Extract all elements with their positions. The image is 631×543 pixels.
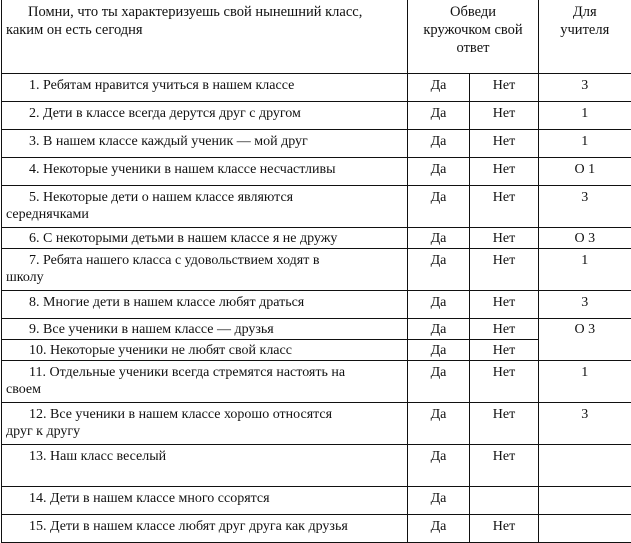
header-question: Помни, что ты характеризуешь свой нынешний класс, каким он есть сегодня — [2, 0, 408, 74]
header-answer-line2: кружочком свой — [423, 22, 523, 38]
question-number: 9. — [29, 322, 40, 337]
answer-yes[interactable]: Да — [408, 102, 470, 130]
table-row — [2, 319, 631, 340]
question-cell — [2, 228, 408, 249]
question-text: Дети в нашем классе много ссорятся — [50, 491, 270, 506]
answer-yes[interactable]: Да — [408, 291, 470, 319]
answer-no[interactable]: Нет — [470, 102, 539, 130]
answer-no[interactable]: Нет — [470, 445, 539, 487]
question-number: 1. — [29, 78, 40, 93]
question-cell — [2, 361, 408, 403]
question-text: Наш класс веселый — [50, 449, 167, 464]
question-text-line1: Ребята нашего класса с удовольствием ходят в — [43, 253, 320, 268]
answer-yes[interactable]: Да — [408, 515, 470, 543]
question-text: Ребятам нравится учиться в нашем классе — [43, 78, 295, 93]
header-teacher-line2: учителя — [560, 22, 610, 38]
question-number: 15. — [29, 519, 47, 534]
answer-no[interactable]: Нет — [470, 186, 539, 228]
table-row — [2, 228, 631, 249]
table-row — [2, 186, 631, 228]
header-answer-line3: ответ — [456, 40, 490, 56]
questionnaire-table — [1, 0, 631, 543]
question-number: 12. — [29, 407, 47, 422]
question-number: 3. — [29, 134, 40, 149]
question-text: Многие дети в нашем классе любят драться — [43, 295, 305, 310]
teacher-value: О 1 — [539, 158, 631, 186]
table-row — [2, 403, 631, 445]
question-number: 8. — [29, 295, 40, 310]
question-text-line1: Все ученики в нашем классе хорошо относятся — [50, 407, 333, 422]
answer-no[interactable]: Нет — [470, 291, 539, 319]
question-text-line1: Отдельные ученики всегда стремятся настоять на — [49, 365, 346, 380]
table-row — [2, 445, 631, 487]
question-text: Некоторые ученики не любят свой класс — [50, 343, 292, 358]
question-number: 2. — [29, 106, 40, 121]
question-cell — [2, 515, 408, 543]
question-cell — [2, 445, 408, 487]
answer-no[interactable]: Нет — [470, 158, 539, 186]
question-text-line1: Некоторые дети о нашем классе являются — [43, 190, 294, 205]
question-cell — [2, 130, 408, 158]
header-answer-line1: Обведи — [450, 4, 496, 20]
teacher-value: 1 — [539, 130, 631, 158]
question-number: 6. — [29, 231, 40, 246]
question-cell — [2, 319, 408, 340]
header-answer — [408, 0, 539, 74]
question-cell — [2, 340, 408, 361]
answer-no[interactable]: Нет — [470, 340, 539, 361]
header-teacher-line1: Для — [572, 4, 597, 20]
answer-no[interactable]: Нет — [470, 319, 539, 340]
answer-yes[interactable]: Да — [408, 228, 470, 249]
table-row — [2, 249, 631, 291]
question-cell — [2, 291, 408, 319]
question-cell — [2, 158, 408, 186]
question-number: 4. — [29, 162, 40, 177]
question-cell — [2, 186, 408, 228]
question-number: 10. — [29, 343, 47, 358]
answer-yes[interactable]: Да — [408, 445, 470, 487]
answer-no[interactable] — [470, 487, 539, 515]
answer-no[interactable]: Нет — [470, 74, 539, 102]
table-row — [2, 130, 631, 158]
question-cell — [2, 102, 408, 130]
question-number: 7. — [29, 253, 40, 268]
teacher-value — [539, 515, 631, 543]
answer-yes[interactable]: Да — [408, 186, 470, 228]
teacher-value: О 3 — [539, 228, 631, 249]
question-text: С некоторыми детьми в нашем классе я не дружу — [43, 231, 338, 246]
question-cell — [2, 249, 408, 291]
teacher-value: О 3 — [539, 319, 631, 361]
table-row — [2, 515, 631, 543]
header-row — [2, 0, 631, 74]
teacher-value: 3 — [539, 291, 631, 319]
question-cell — [2, 403, 408, 445]
question-number: 11. — [29, 365, 46, 380]
answer-no[interactable]: Нет — [470, 515, 539, 543]
question-cell — [2, 74, 408, 102]
teacher-value — [539, 487, 631, 515]
table-row — [2, 340, 631, 361]
answer-yes[interactable]: Да — [408, 130, 470, 158]
question-text-line2: друг к другу — [6, 424, 81, 439]
answer-yes[interactable]: Да — [408, 249, 470, 291]
question-text: Дети в нашем классе любят друг друга как друзья — [50, 519, 348, 534]
question-cell — [2, 487, 408, 515]
teacher-value — [539, 445, 631, 487]
table-row — [2, 361, 631, 403]
teacher-value: 3 — [539, 403, 631, 445]
table-row — [2, 487, 631, 515]
table-row — [2, 74, 631, 102]
answer-no[interactable]: Нет — [470, 228, 539, 249]
answer-yes[interactable]: Да — [408, 403, 470, 445]
question-number: 13. — [29, 449, 47, 464]
answer-no[interactable]: Нет — [470, 130, 539, 158]
question-text: Дети в классе всегда дерутся друг с другом — [43, 106, 301, 121]
answer-yes[interactable]: Да — [408, 74, 470, 102]
teacher-value: 1 — [539, 361, 631, 403]
question-text-line2: своем — [6, 382, 41, 397]
table-row — [2, 158, 631, 186]
answer-yes[interactable]: Да — [408, 158, 470, 186]
answer-yes[interactable]: Да — [408, 319, 470, 340]
question-text-line2: середнячками — [6, 207, 89, 222]
question-number: 14. — [29, 491, 47, 506]
table-row — [2, 102, 631, 130]
answer-yes[interactable]: Да — [408, 340, 470, 361]
teacher-value: 3 — [539, 186, 631, 228]
question-text-line2: школу — [6, 270, 44, 285]
teacher-value: 1 — [539, 249, 631, 291]
question-number: 5. — [29, 190, 40, 205]
question-text: Некоторые ученики в нашем классе несчастливы — [43, 162, 336, 177]
answer-no[interactable]: Нет — [470, 249, 539, 291]
answer-yes[interactable]: Да — [408, 361, 470, 403]
table-row — [2, 291, 631, 319]
answer-yes[interactable]: Да — [408, 487, 470, 515]
question-text: Все ученики в нашем классе — друзья — [43, 322, 274, 337]
teacher-value: 3 — [539, 74, 631, 102]
answer-no[interactable]: Нет — [470, 361, 539, 403]
answer-no[interactable]: Нет — [470, 403, 539, 445]
teacher-value: 1 — [539, 102, 631, 130]
question-text: В нашем классе каждый ученик — мой друг — [43, 134, 308, 149]
header-teacher — [539, 0, 631, 74]
